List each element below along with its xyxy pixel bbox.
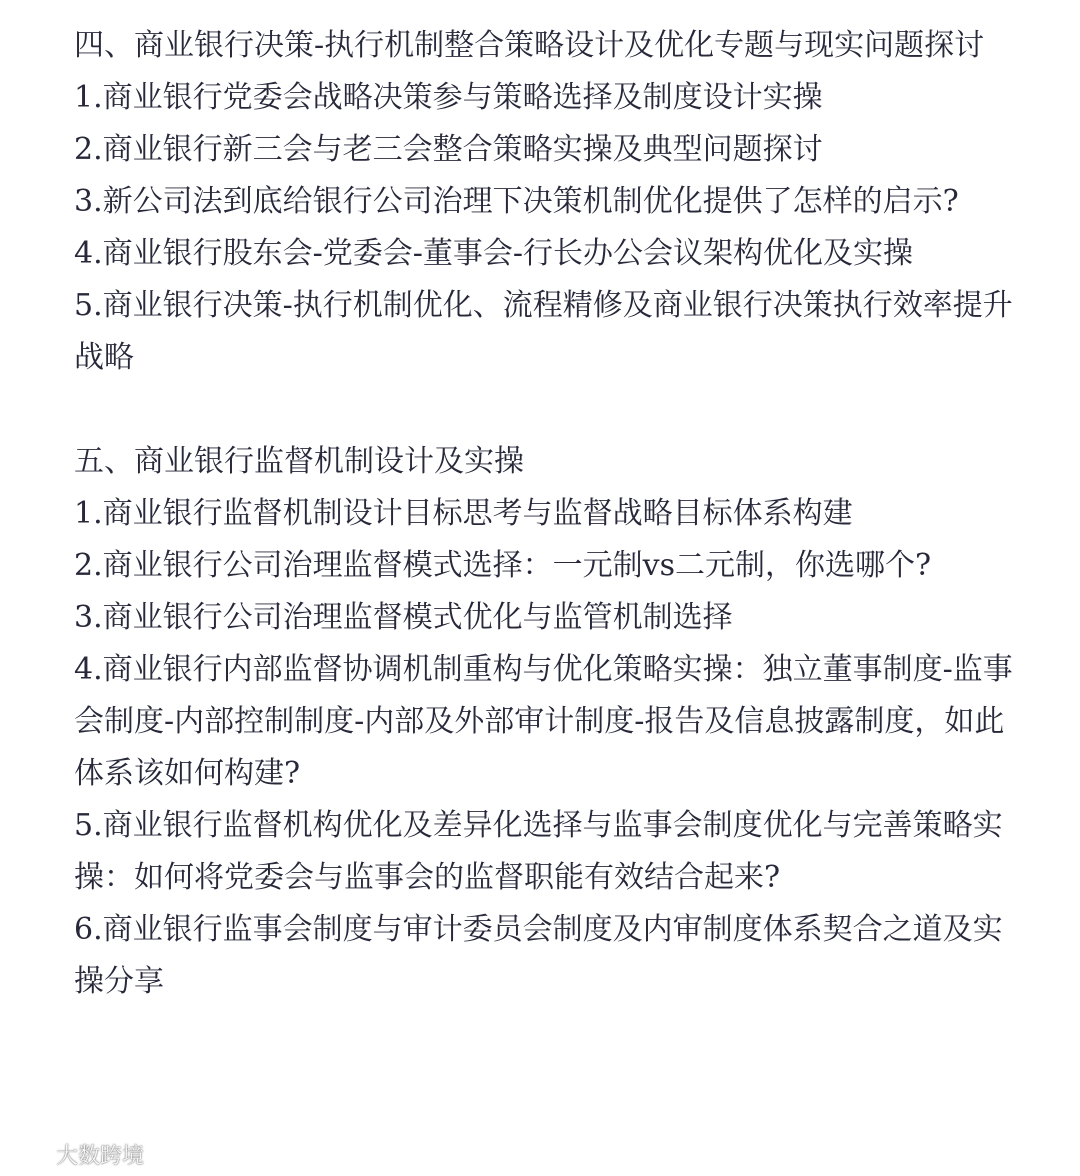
section-5-item-1: 1.商业银行监督机制设计目标思考与监督战略目标体系构建 [74,496,853,531]
watermark-logo-icon [6,1142,52,1168]
document-body [74,20,1014,1008]
section-4-item-5: 5.商业银行决策-执行机制优化、流程精修及商业银行决策执行效率提升战略 [74,288,1013,375]
section-5-item-6: 6.商业银行监事会制度与审计委员会制度及内审制度体系契合之道及实操分享 [74,912,1003,999]
section-5-heading: 五、商业银行监督机制设计及实操 [74,444,524,479]
watermark [6,1139,144,1170]
section-spacer [74,384,1014,436]
section-4-item-3: 3.新公司法到底给银行公司治理下决策机制优化提供了怎样的启示? [74,184,959,219]
section-5-item-3: 3.商业银行公司治理监督模式优化与监管机制选择 [74,600,733,635]
section-5-item-2: 2.商业银行公司治理监督模式选择：一元制vs二元制，你选哪个? [74,548,932,583]
section-4-item-1: 1.商业银行党委会战略决策参与策略选择及制度设计实操 [74,80,823,115]
section-5-item-4: 4.商业银行内部监督协调机制重构与优化策略实操：独立董事制度-监事会制度-内部控制制度-内部及外部审计制度-报告及信息披露制度，如此体系该如何构建? [74,652,1013,791]
section-4-heading: 四、商业银行决策-执行机制整合策略设计及优化专题与现实问题探讨 [74,28,985,63]
section-4-item-4: 4.商业银行股东会-党委会-董事会-行长办公会议架构优化及实操 [74,236,914,271]
section-5-item-5: 5.商业银行监督机构优化及差异化选择与监事会制度优化与完善策略实操：如何将党委会与监事会的监督职能有效结合起来? [74,808,1003,895]
section-4-item-2: 2.商业银行新三会与老三会整合策略实操及典型问题探讨 [74,132,823,167]
watermark-text: 大数跨境 [56,1144,145,1169]
